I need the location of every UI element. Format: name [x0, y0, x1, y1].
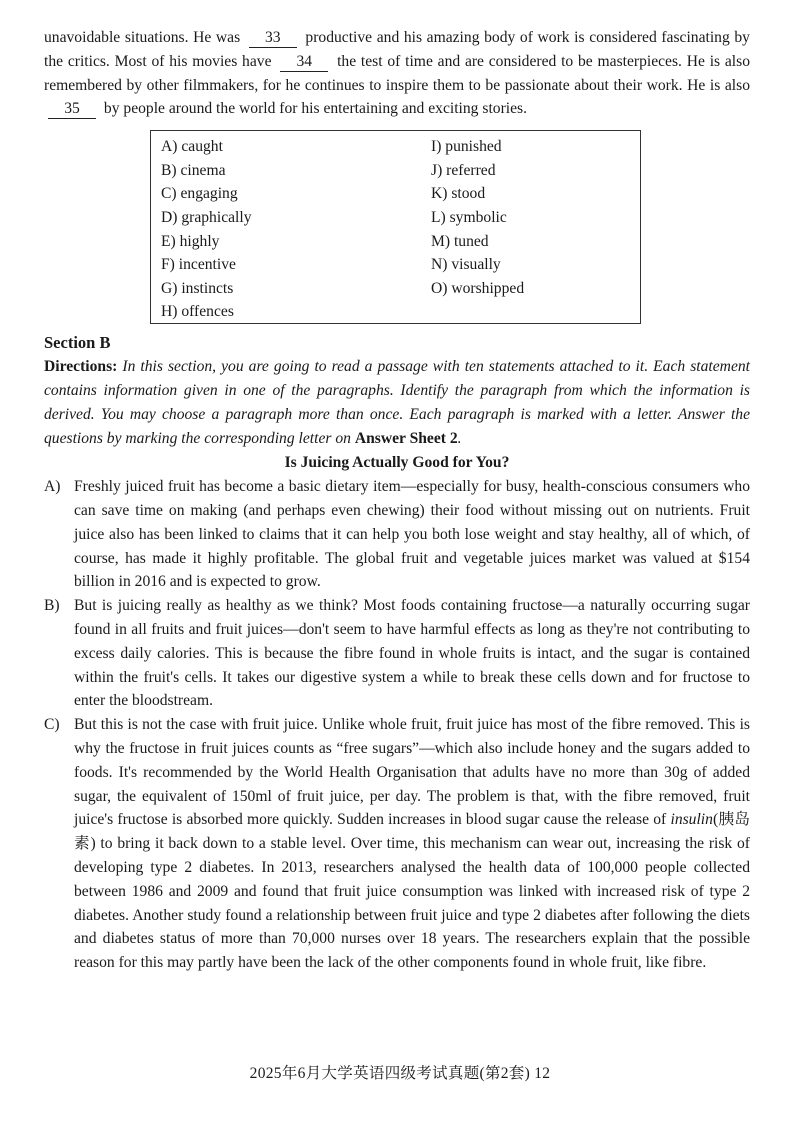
- word-bank-box: [150, 130, 641, 324]
- word-option: L) symbolic: [431, 208, 507, 226]
- word-bank-left-column: [151, 135, 431, 323]
- blank-34: 34: [280, 53, 328, 72]
- passage-title: Is Juicing Actually Good for You?: [284, 454, 510, 472]
- paragraph-text: [74, 713, 750, 975]
- word-option: J) referred: [431, 161, 496, 179]
- word-option: K) stood: [431, 185, 486, 203]
- word-option: E) highly: [161, 232, 220, 250]
- paragraph-text: Freshly juiced fruit has become a basic dietary item—especially for busy, health-conscious consumers who can save time on making (and perhaps even chewing) their food without missing out on nutrients. Fruit juice also has been linked to claims that it can help you both lose weight and stay healthy, all of which, of course, has made it highly profitable. The global fruit and vegetable juices market was valued at $154 billion in 2016 and is expected to grow.: [74, 478, 750, 591]
- word-option: B) cinema: [161, 161, 226, 179]
- blank-33: 33: [249, 29, 297, 48]
- directions-label: Directions:: [44, 358, 118, 376]
- word-option: M) tuned: [431, 232, 489, 250]
- paragraph-text-part-1: But this is not the case with fruit juice. Unlike whole fruit, fruit juice has most of the fibre removed. This is why the fructose in fruit juices counts as “free sugars”—which also include honey and the sugars added to foods. It's recommended by the World Health Organisation that adults have no more than 30g of added sugar, the equivalent of 150ml of fruit juice, per day. The problem is that, with the fibre removed, fruit juice's fructose is absorbed more quickly. Sudden increases in blood sugar cause the release of: [74, 716, 750, 829]
- cloze-text-2: productive and his amazing body of work is considered fascinating by the critics. Most of his movies have: [44, 29, 750, 70]
- word-option: G) instincts: [161, 279, 234, 297]
- paragraph-b: [44, 594, 750, 713]
- answer-sheet-label: Answer Sheet 2: [354, 429, 458, 447]
- italic-term: insulin: [670, 811, 713, 829]
- paragraph-text: But is juicing really as healthy as we think? Most foods containing fructose—a naturally occurring sugar found in all fruits and fruit juices—don't seem to have harmful effects as long as they're not contributing to excess daily calories. This is because the fibre found in whole fruits is intact, and the sugar is contained within the fruit's cells. It takes our digestive system a while to break these cells down and for fructose to enter the bloodstream.: [74, 597, 750, 710]
- paragraph-letter: A): [44, 478, 61, 496]
- word-option: H) offences: [161, 303, 234, 321]
- cloze-text-1: unavoidable situations. He was: [44, 29, 241, 46]
- word-bank-right-column: [431, 135, 524, 323]
- word-option: C) engaging: [161, 185, 238, 203]
- cloze-passage-end: [44, 26, 750, 121]
- word-option: O) worshipped: [431, 279, 525, 297]
- blank-35: 35: [48, 100, 96, 119]
- paragraph-letter: B): [44, 597, 60, 615]
- section-heading: Section B: [44, 333, 111, 353]
- directions-text: In this section, you are going to read a passage with ten statements attached to it. Each statement contains information given in one of the paragraphs. Identify the paragraph from which the information is derived. You may choose a paragraph more than once. Each paragraph is marked with a letter. Answer the questions by marking the corresponding letter on: [44, 358, 750, 447]
- page-content: [44, 26, 750, 975]
- paragraph-c: [44, 713, 750, 975]
- directions: [44, 355, 750, 450]
- word-option: F) incentive: [161, 256, 236, 274]
- word-option: N) visually: [431, 256, 501, 274]
- word-option: A) caught: [161, 138, 223, 156]
- page-footer: 2025年6月大学英语四级考试真题(第2套) 12: [249, 1065, 551, 1082]
- word-option: I) punished: [431, 138, 502, 156]
- chinese-gloss: (胰岛素): [74, 811, 750, 853]
- cloze-text-4: by people around the world for his entertaining and exciting stories.: [103, 100, 527, 118]
- paragraph-text-part-2: to bring it back down to a stable level. Over time, this mechanism can wear out, increasing the risk of developing type 2 diabetes. In 2013, researchers analysed the health data of 100,000 people collected between 1986 and 2009 and found that fruit juice consumption was linked with increased risk of type 2 diabetes. Another study found a relationship between fruit juice and type 2 diabetes after following the diets and diabetes status of more than 70,000 nurses over 18 years. The researchers explain that the possible reason for this may partly have been the lack of the other components found in whole fruit, like fibre.: [74, 835, 750, 972]
- cloze-text-3: the test of time and are considered to be masterpieces. He is also remembered by other filmmakers, for he continues to inspire them to be passionate about their work. He is also: [44, 52, 750, 94]
- directions-end: .: [457, 429, 462, 447]
- paragraph-a: [44, 475, 750, 594]
- word-option: D) graphically: [161, 208, 252, 226]
- paragraph-letter: C): [44, 716, 60, 734]
